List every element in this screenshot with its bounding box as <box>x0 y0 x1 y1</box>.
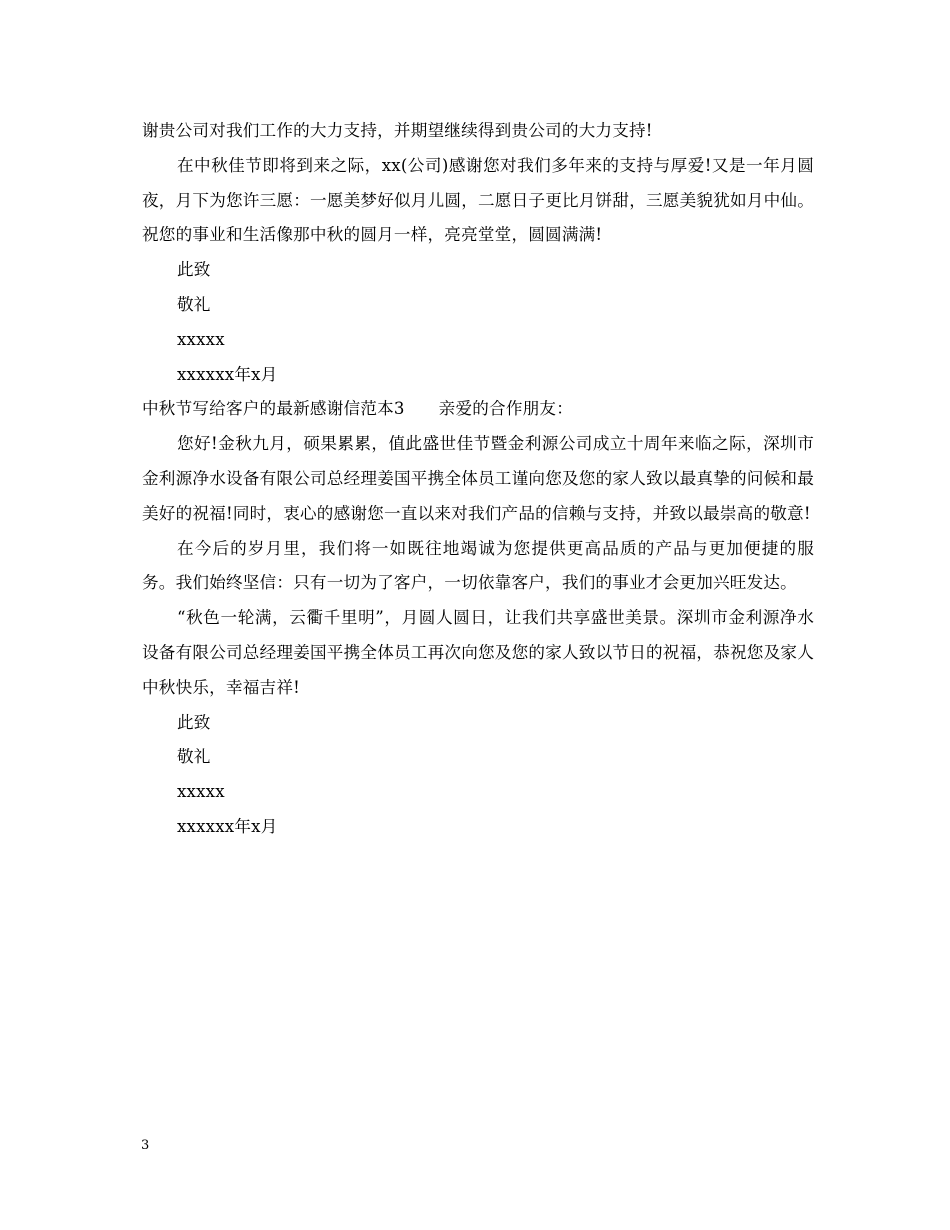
paragraph-mid-autumn-wishes: 在中秋佳节即将到来之际，xx(公司)感谢您对我们多年来的支持与厚爱!又是一年月圆夜，月下为您许三愿：一愿美梦好似月儿圆，二愿日子更比月饼甜，三愿美貌犹如月中仙。祝您的事业和生活像那中秋的圆月一样，亮亮堂堂，圆圆满满! <box>142 155 814 245</box>
paragraph-future: 在今后的岁月里，我们将一如既往地竭诚为您提供更高品质的产品与更加便捷的服务。我们始终坚信：只有一切为了客户，一切依靠客户，我们的事业才会更加兴旺发达。 <box>142 538 814 593</box>
closing-line: 此致 <box>177 712 211 732</box>
date-line: xxxxxx年x月 <box>177 816 278 836</box>
salutation-line: 敬礼 <box>177 294 211 314</box>
letter-body <box>142 114 814 845</box>
letter-heading <box>142 392 814 427</box>
page-number: 3 <box>141 1138 150 1153</box>
section-title: 中秋节写给客户的最新感谢信范本3 <box>142 399 405 419</box>
salutation-line: 敬礼 <box>177 747 211 767</box>
paragraph-greeting: 您好!金秋九月，硕果累累，值此盛世佳节暨金利源公司成立十周年来临之际，深圳市金利源净水设备有限公司总经理姜国平携全体员工谨向您及您的家人致以最真挚的问候和最美好的祝福!同时，衷心的感谢您一直以来对我们产品的信赖与支持，并致以最崇高的敬意! <box>142 434 814 523</box>
greeting-line: 亲爱的合作朋友： <box>438 399 574 419</box>
signature-line: xxxxx <box>177 329 225 349</box>
closing-line: 此致 <box>177 260 211 280</box>
paragraph-continuation: 谢贵公司对我们工作的大力支持，并期望继续得到贵公司的大力支持! <box>142 121 653 140</box>
paragraph-blessing: “秋色一轮满，云衢千里明”，月圆人圆日，让我们共享盛世美景。深圳市金利源净水设备有限公司总经理姜国平携全体员工再次向您及您的家人致以节日的祝福，恭祝您及家人中秋快乐，幸福吉祥! <box>142 608 814 697</box>
date-line: xxxxxx年x月 <box>177 364 278 384</box>
signature-line: xxxxx <box>177 782 225 802</box>
